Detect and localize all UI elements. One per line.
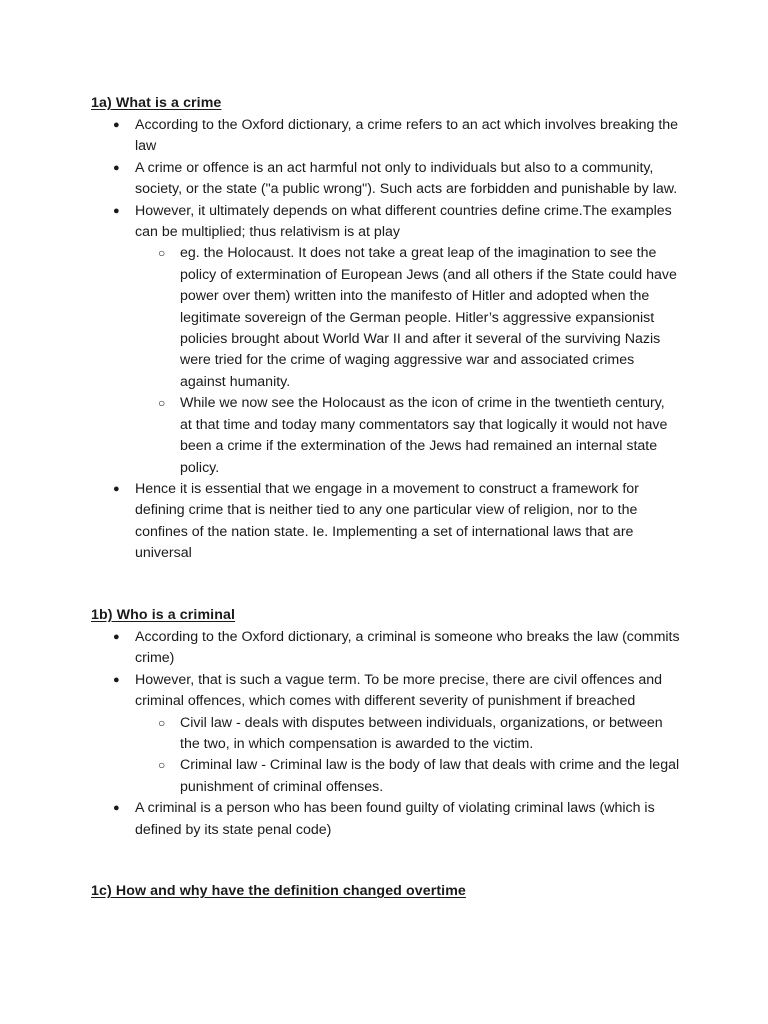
list-item xyxy=(0,627,680,670)
section-heading-1c: 1c) How and why have the definition changed overtime xyxy=(91,883,466,899)
list-item xyxy=(0,479,680,565)
bullet-marker: ● xyxy=(113,673,120,686)
list-item-text: According to the Oxford dictionary, a crime refers to an act which involves breaking the law xyxy=(135,117,679,155)
sub-bullet-marker: ○ xyxy=(158,246,166,261)
list-item xyxy=(0,115,680,158)
sub-list-item xyxy=(0,713,680,756)
sub-list-item-text: Criminal law - Criminal law is the body of law that deals with crime and the legal punishment of criminal offenses. xyxy=(180,757,680,795)
list-item-text: Hence it is essential that we engage in a movement to construct a framework for defining crime that is neither tied to any one particular view of religion, nor to the confines of the nation state. Ie. Implementing a set of international laws that are universal xyxy=(135,480,639,562)
list-item xyxy=(0,798,680,841)
bullet-marker: ● xyxy=(113,802,120,815)
sub-list-item xyxy=(0,755,680,798)
sub-list-item-text: Civil law - deals with disputes between individuals, organizations, or between the two, in which compensation is awarded to the victim. xyxy=(180,714,663,753)
section-heading-1a: 1a) What is a crime xyxy=(91,95,222,111)
bullet-list-1a xyxy=(0,115,768,565)
bullet-marker: ● xyxy=(113,161,120,174)
list-item xyxy=(0,201,680,479)
list-item-text: However, that is such a vague term. To be more precise, there are civil offences and criminal offences, which comes with different severity of punishment if breached xyxy=(135,671,663,710)
list-item-text: A criminal is a person who has been found guilty of violating criminal laws (which is defined by its state penal code) xyxy=(135,800,655,838)
sub-bullet-list xyxy=(0,713,680,799)
bullet-list-1b xyxy=(0,627,768,841)
bullet-marker: ● xyxy=(113,119,120,131)
list-item xyxy=(0,670,680,798)
list-item-text: However, it ultimately depends on what different countries define crime.The examples can be multiplied; thus relativism is at play xyxy=(135,202,672,241)
bullet-marker: ● xyxy=(113,631,120,643)
sub-bullet-marker: ○ xyxy=(158,715,166,730)
section-heading-1b: 1b) Who is a criminal xyxy=(91,607,236,623)
sub-list-item xyxy=(0,243,680,393)
sub-bullet-marker: ○ xyxy=(158,758,166,773)
list-item xyxy=(0,158,680,201)
bullet-marker: ● xyxy=(113,204,120,217)
sub-bullet-marker: ○ xyxy=(158,396,166,411)
sub-list-item-text: eg. the Holocaust. It does not take a great leap of the imagination to see the policy of extermination of European Jews (and all others if the State could have power over them) written into the manifesto of Hitler and adopted when the legitimate sovereign of the German people. Hitler’s aggressive expansionist policies brought about World War II and after it several of the surviving Nazis were tried for the crime of waging aggressive war and associated crimes against humanity. xyxy=(180,245,677,390)
sub-bullet-list xyxy=(0,243,680,478)
bullet-marker: ● xyxy=(113,482,120,495)
list-item-text: According to the Oxford dictionary, a criminal is someone who breaks the law (commits crime) xyxy=(135,629,680,667)
sub-list-item-text: While we now see the Holocaust as the icon of crime in the twentieth century, at that time and today many commentators say that logically it would not have been a crime if the extermination of the Jews had remained an internal state policy. xyxy=(180,395,668,476)
sub-list-item xyxy=(0,393,680,479)
list-item-text: A crime or offence is an act harmful not only to individuals but also to a community, society, or the state ("a public wrong"). Such acts are forbidden and punishable by law. xyxy=(135,159,678,198)
